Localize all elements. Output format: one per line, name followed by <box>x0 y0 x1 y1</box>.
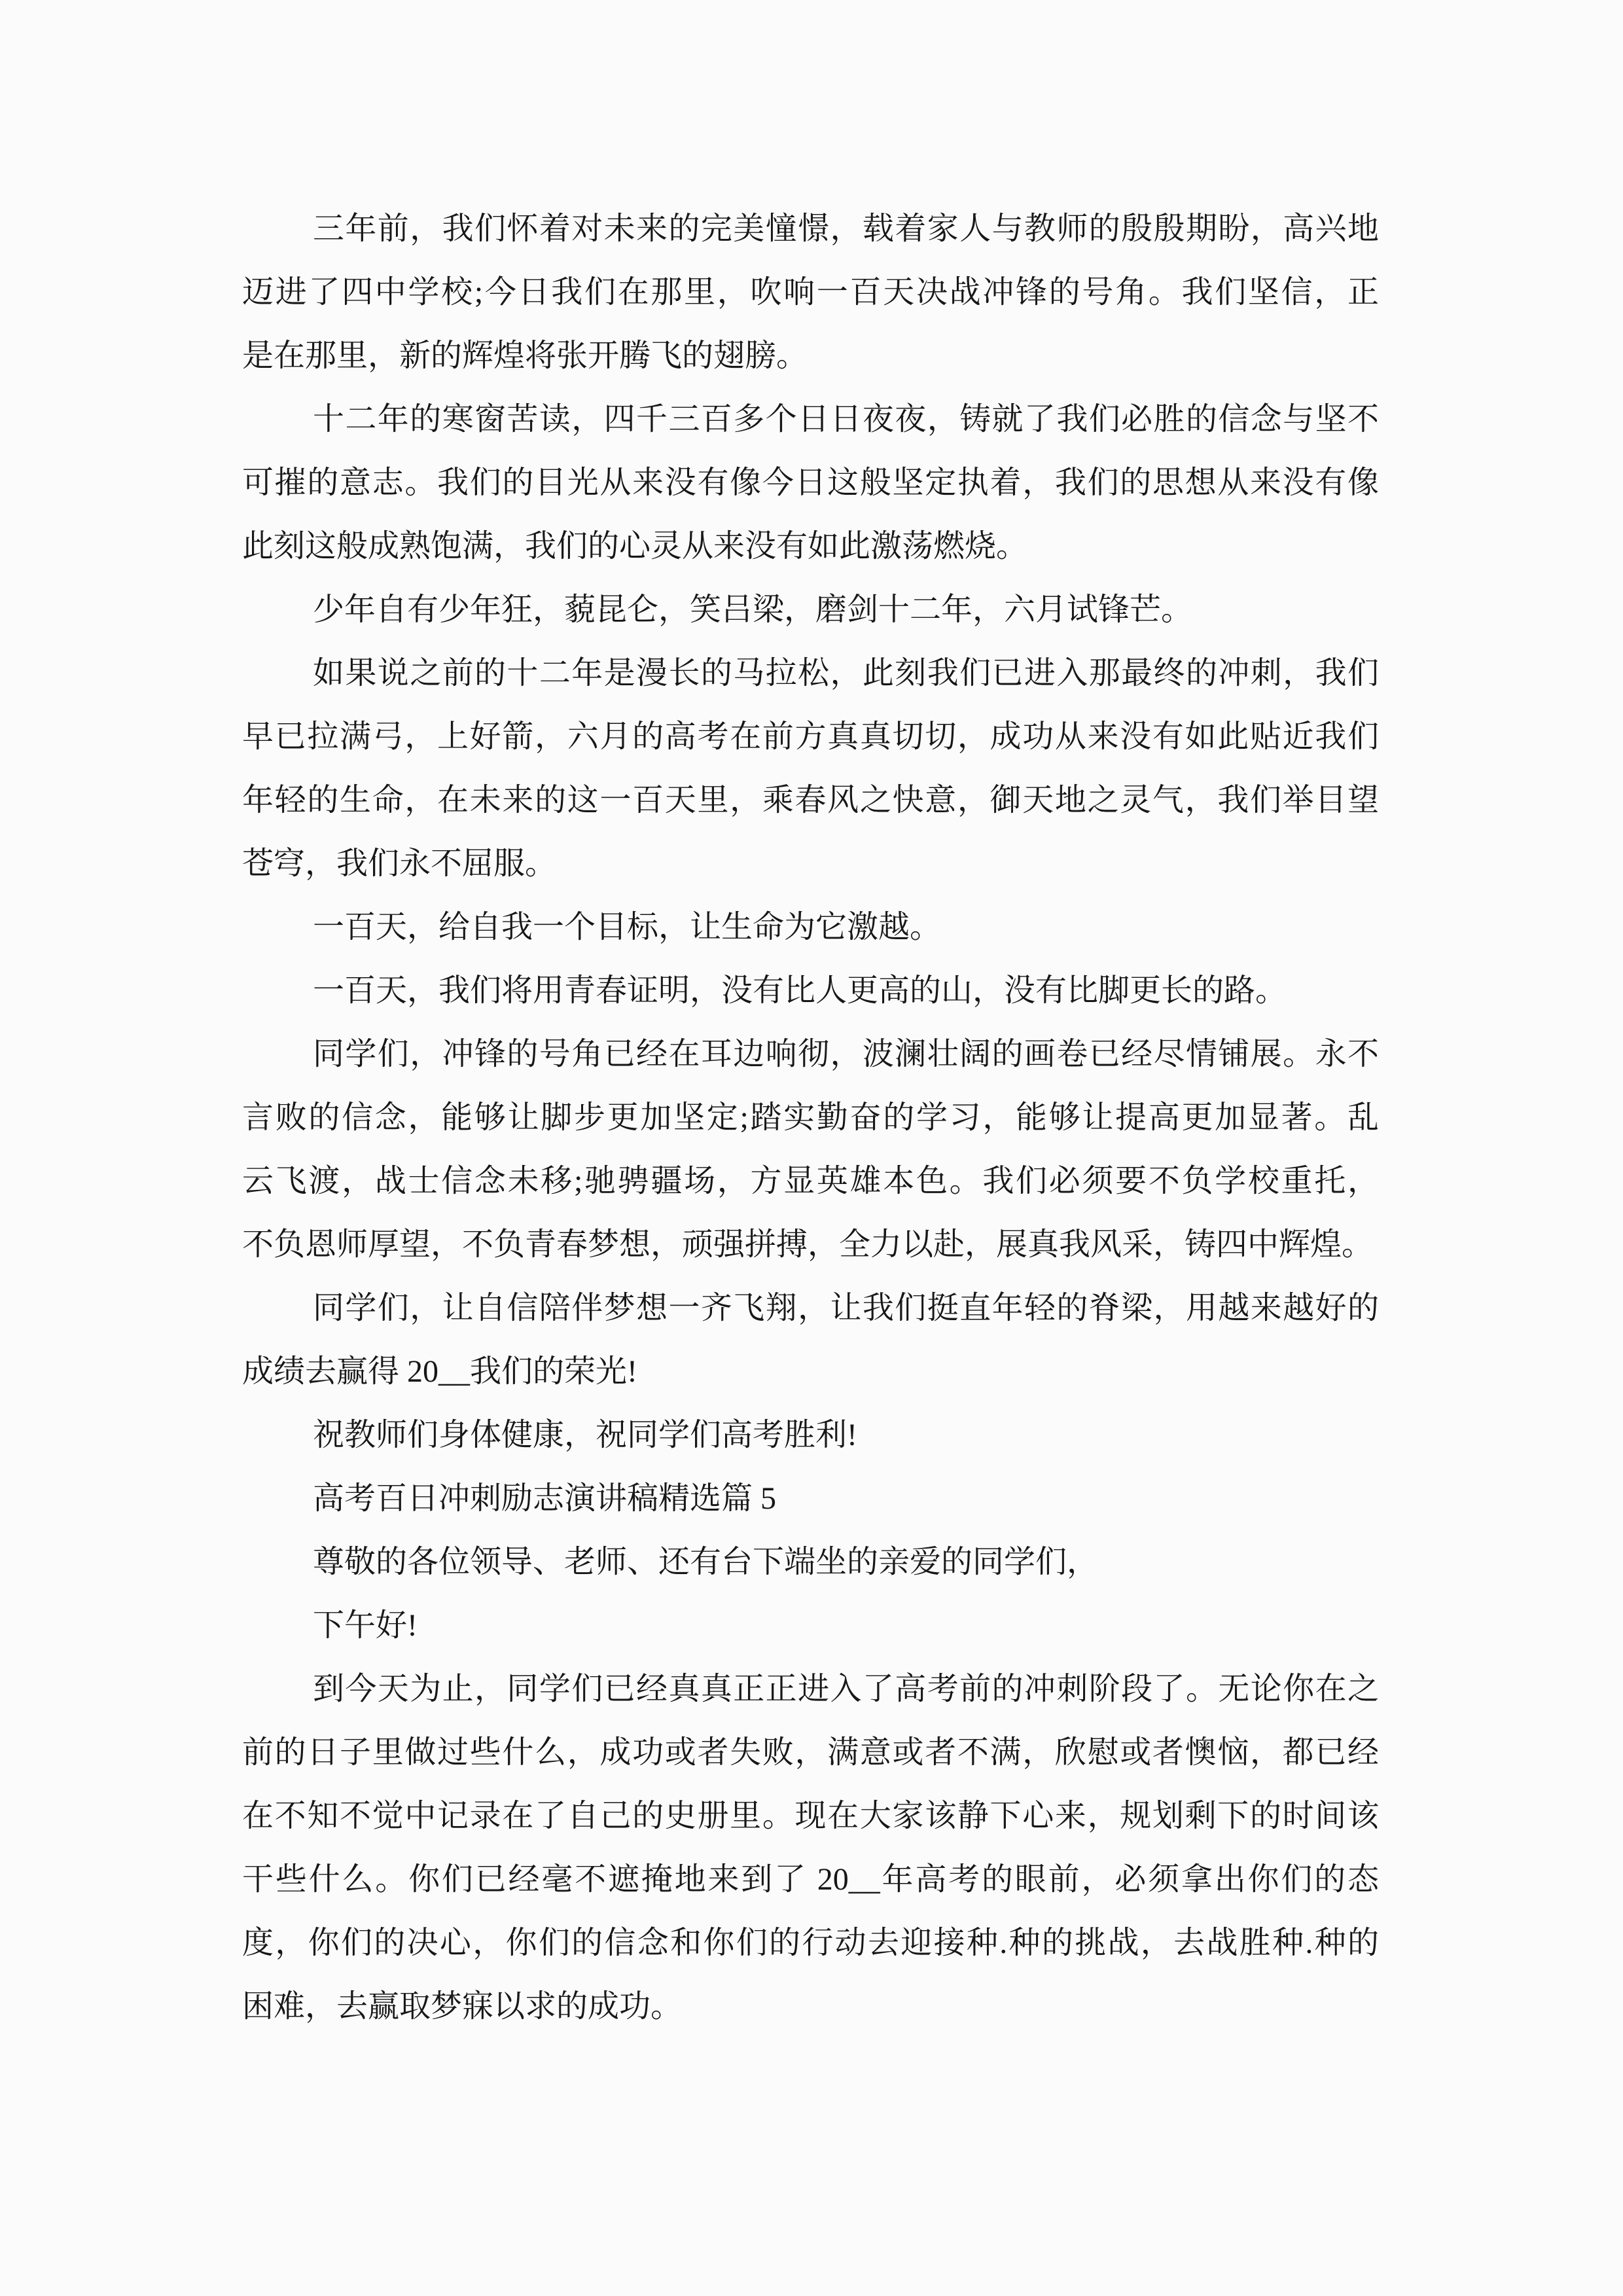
text-line: 可摧的意志。我们的目光从来没有像今日这般坚定执着，我们的思想从来没有像 <box>242 465 1379 500</box>
document-text-body <box>242 197 1379 2038</box>
text-line: 在不知不觉中记录在了自己的史册里。现在大家该静下心来，规划剩下的时间该 <box>242 1799 1379 1833</box>
text-line: 少年自有少年狂，藐昆仑，笑吕梁，磨剑十二年，六月试锋芒。 <box>313 592 1193 627</box>
text-line: 到今天为止，同学们已经真真正正进入了高考前的冲刺阶段了。无论你在之 <box>313 1672 1379 1706</box>
text-line: 苍穹，我们永不屈服。 <box>242 846 557 881</box>
text-line: 一百天，我们将用青春证明，没有比人更高的山，没有比脚更长的路。 <box>313 973 1287 1008</box>
text-line: 干些什么。你们已经毫不遮掩地来到了 20__年高考的眼前，必须拿出你们的态 <box>242 1862 1379 1897</box>
text-line: 同学们，冲锋的号角已经在耳边响彻，波澜壮阔的画卷已经尽情铺展。永不 <box>313 1037 1379 1071</box>
text-line: 度，你们的决心，你们的信念和你们的行动去迎接种.种的挑战，去战胜种.种的 <box>242 1926 1379 1960</box>
text-line: 早已拉满弓，上好箭，六月的高考在前方真真切切，成功从来没有如此贴近我们 <box>242 719 1379 754</box>
text-line: 此刻这般成熟饱满，我们的心灵从来没有如此激荡燃烧。 <box>242 529 1028 564</box>
text-line: 言败的信念，能够让脚步更加坚定;踏实勤奋的学习，能够让提高更加显著。乱 <box>242 1100 1379 1135</box>
text-line: 祝教师们身体健康，祝同学们高考胜利! <box>313 1418 857 1452</box>
text-line: 同学们，让自信陪伴梦想一齐飞翔，让我们挺直年轻的脊梁，用越来越好的 <box>313 1291 1379 1325</box>
text-line: 下午好! <box>313 1608 418 1643</box>
text-line: 不负恩师厚望，不负青春梦想，顽强拼搏，全力以赴，展真我风采，铸四中辉煌。 <box>242 1227 1374 1262</box>
text-line: 是在那里，新的辉煌将张开腾飞的翅膀。 <box>242 338 808 373</box>
text-line: 十二年的寒窗苦读，四千三百多个日日夜夜，铸就了我们必胜的信念与坚不 <box>313 402 1379 437</box>
text-line: 成绩去赢得 20__我们的荣光! <box>242 1354 637 1389</box>
text-line: 迈进了四中学校;今日我们在那里，吹响一百天决战冲锋的号角。我们坚信，正 <box>242 275 1379 310</box>
text-line: 高考百日冲刺励志演讲稿精选篇 5 <box>313 1481 777 1516</box>
text-line: 三年前，我们怀着对未来的完美憧憬，载着家人与教师的殷殷期盼，高兴地 <box>313 211 1379 246</box>
text-line: 年轻的生命，在未来的这一百天里，乘春风之快意，御天地之灵气，我们举目望 <box>242 783 1379 817</box>
text-line: 困难，去赢取梦寐以求的成功。 <box>242 1989 683 2024</box>
text-line: 一百天，给自我一个目标，让生命为它激越。 <box>313 910 942 944</box>
text-line: 云飞渡，战士信念未移;驰骋疆场，方显英雄本色。我们必须要不负学校重托， <box>242 1164 1379 1198</box>
text-line: 如果说之前的十二年是漫长的马拉松，此刻我们已进入那最终的冲刺，我们 <box>313 656 1379 691</box>
text-line: 前的日子里做过些什么，成功或者失败，满意或者不满，欣慰或者懊恼，都已经 <box>242 1735 1379 1770</box>
text-line: 尊敬的各位领导、老师、还有台下端坐的亲爱的同学们， <box>313 1545 1099 1579</box>
